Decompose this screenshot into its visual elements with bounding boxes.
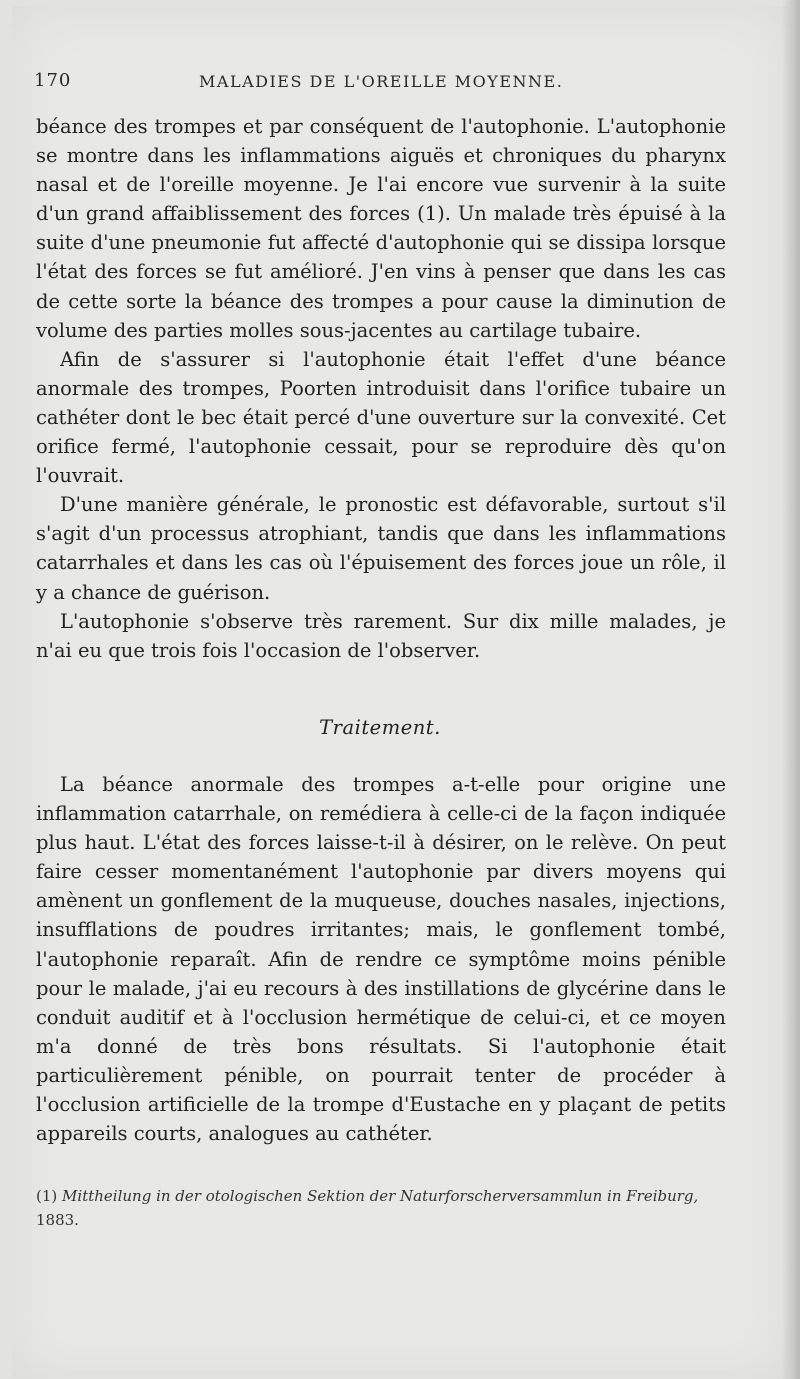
page-number: 170 xyxy=(34,70,72,91)
paragraph: La béance anormale des trompes a-t-elle pour origine une inflammation catarrhale, on remédiera à celle-ci de la façon indiquée plus haut. L'état des forces laisse-t-il à désirer, on le relève. On peut faire cesser momentanément l'autophonie par divers moyens qui amènent un gonflement de la muqueuse, douches nasales, injections, insufflations de poudres irritantes; mais, le gonflement tombé, l'autophonie reparaît. Afin de rendre ce symptôme moins pénible pour le malade, j'ai eu recours à des instillations de glycérine dans le conduit auditif et à l'occlusion hermétique de celui-ci, et ce moyen m'a donné de très bons résultats. Si l'autophonie était particulièrement pénible, on pourrait tenter de procéder à l'occlusion artificielle de la trompe d'Eustache en y plaçant de petits appareils courts, analogues au cathéter. xyxy=(36,773,726,1146)
page-edge-shadow xyxy=(782,0,800,1379)
footnote-text: Mittheilung in der otologischen Sektion der Naturforscherversammlun in Freiburg, xyxy=(62,1187,699,1205)
paragraph: Afin de s'assurer si l'autophonie était l'effet d'une béance anormale des trompes, Poorten introduisit dans l'orifice tubaire un cathéter dont le bec était percé d'une ouverture sur la convexité. Cet orifice fermé, l'autophonie cessait, pour se reproduire dès qu'on l'ouvrait. xyxy=(36,347,726,488)
footnote-year: 1883. xyxy=(36,1211,79,1229)
footnote-mark: (1) xyxy=(36,1187,58,1205)
paragraph: L'autophonie s'observe très rarement. Sur dix mille malades, je n'ai eu que trois fois l'occasion de l'observer. xyxy=(36,609,726,662)
paragraph: béance des trompes et par conséquent de l'autophonie. L'autophonie se montre dans les inflammations aiguës et chroniques du pharynx nasal et de l'oreille moyenne. Je l'ai encore vue survenir à la suite d'un grand affaiblissement des forces (1). Un malade très épuisé à la suite d'une pneumonie fut affecté d'autophonie qui se dissipa lorsque l'état des forces se fut amélioré. J'en vins à penser que dans les cas de cette sorte la béance des trompes a pour cause la diminution de volume des parties molles sous-jacentes au cartilage tubaire. xyxy=(36,115,726,342)
paragraph: D'une manière générale, le pronostic est défavorable, surtout s'il s'agit d'un processus atrophiant, tandis que dans les inflammations catarrhales et dans les cas où l'épuisement des forces joue un rôle, il y a chance de guérison. xyxy=(36,493,726,604)
body-text-top xyxy=(36,112,726,665)
page-header xyxy=(34,70,734,96)
body-text-bottom xyxy=(36,770,726,1148)
running-head: MALADIES DE L'OREILLE MOYENNE. xyxy=(199,72,564,91)
footnote xyxy=(36,1184,726,1232)
section-title: Traitement. xyxy=(319,716,441,739)
